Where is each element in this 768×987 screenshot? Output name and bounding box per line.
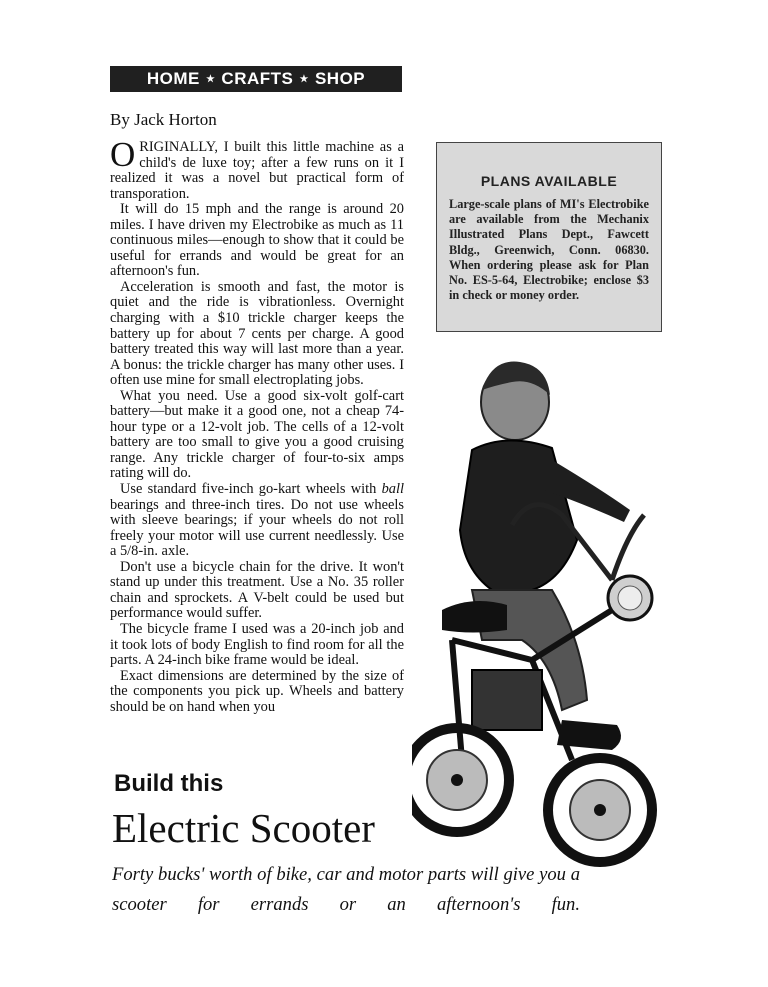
- plans-title: PLANS AVAILABLE: [480, 173, 618, 189]
- paragraph-6: Don't use a bicycle chain for the drive. It won't stand up under this treatment. Use a No. 35 roller chain and sprockets. A V-belt could be used but performance would suffer.: [110, 558, 404, 622]
- plans-available-box: [436, 142, 662, 332]
- paragraph-2: It will do 15 mph and the range is around 20 miles. I have driven my Electrobike as much as 11 continuous miles—enough to show that it could be useful for errands and would be great for an afternoon's fun.: [110, 201, 404, 280]
- headline: Electric Scooter: [112, 805, 375, 851]
- paragraph-1: ORIGINALLY, I built this little machine as a child's de luxe toy; after a few runs on it I realized it was a novel but practical form of transporation.: [110, 140, 404, 202]
- kicker: Build this: [114, 770, 224, 797]
- deck: Forty bucks' worth of bike, car and motor parts will give you a scooter for errands or an afternoon's fun.: [112, 864, 580, 915]
- paragraph-7: The bicycle frame I used was a 20-inch job and it took lots of body English to find room for all the parts. A 24-inch bike frame would be ideal.: [110, 620, 404, 669]
- boy-on-scooter-photo: [412, 340, 702, 870]
- paragraph-5: Use standard five-inch go-kart wheels with ball bearings and three-inch tires. Do not use wheels with sleeve bearings; if your wheels do not roll freely your motor will use current needlessly. Use a 5/8-in. axle.: [110, 481, 404, 560]
- paragraph-3: Acceleration is smooth and fast, the motor is quiet and the ride is vibrationless. Overnight charging with a $10 trickle charger keeps the battery up for about 7 cents per charge. A good battery treated this way will last more than a year. A bonus: the trickle charger has many other uses. I often use mine for small electroplating jobs.: [110, 278, 404, 389]
- byline: By Jack Horton: [110, 110, 217, 129]
- article-body: [110, 140, 404, 748]
- paragraph-8: Exact dimensions are determined by the size of the components you pick up. Wheels and battery should be on hand when you: [110, 667, 404, 715]
- section-banner: [110, 66, 402, 92]
- drop-cap: O: [110, 140, 136, 174]
- paragraph-4: What you need. Use a good six-volt golf-cart battery—but make it a good one, not a cheap 74-hour type or a 12-volt job. The cells of a 12-volt battery are too small to give you a good cruising range. Any trickle charger of four-to-six amps rating will do.: [110, 387, 404, 482]
- plans-text: Large-scale plans of MI's Electrobike are available from the Mechanix Illustrated Plans Dept., Fawcett Bldg., Greenwich, Conn. 06830. When ordering please ask for Plan No. ES-5-64, Electrobike; enclose $3 in check or money order.: [449, 197, 649, 303]
- section-banner-text: HOME ⋆ CRAFTS ⋆ SHOP: [146, 69, 366, 88]
